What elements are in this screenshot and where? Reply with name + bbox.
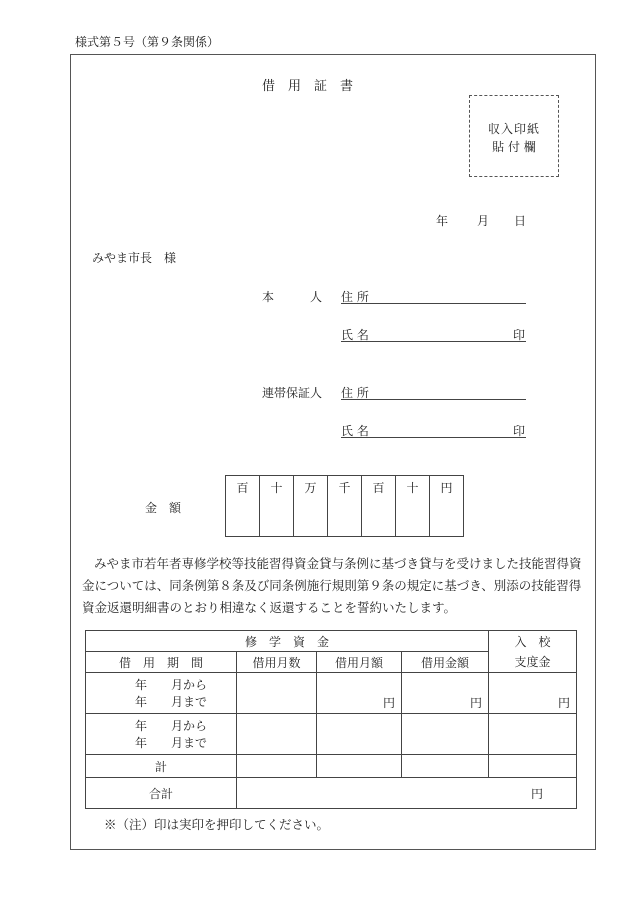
amount-unit-ten-thousand[interactable]: 万 xyxy=(294,476,328,537)
amount-unit-ten[interactable]: 十 xyxy=(396,476,430,537)
subtotal-months[interactable] xyxy=(237,755,317,778)
period-from-1: 年 月から xyxy=(134,678,207,692)
period-cell-2[interactable] xyxy=(86,714,237,755)
principal-address-line xyxy=(341,303,526,304)
period-from-2: 年 月から xyxy=(134,719,207,733)
period-to-1: 年 月まで xyxy=(134,695,207,709)
col-header-monthly: 借用月額 xyxy=(317,652,402,673)
admission-cell-2[interactable] xyxy=(489,714,577,755)
months-cell-1[interactable] xyxy=(237,673,317,714)
amount-unit-hundred[interactable]: 百 xyxy=(362,476,396,537)
monthly-cell-1[interactable]: 円 xyxy=(317,673,402,714)
months-cell-2[interactable] xyxy=(237,714,317,755)
amount-unit-thousand[interactable]: 千 xyxy=(328,476,362,537)
admission-cell-1[interactable]: 円 xyxy=(489,673,577,714)
principal-name-line xyxy=(341,341,526,342)
guarantor-name-line xyxy=(341,437,526,438)
grand-total-label: 合計 xyxy=(86,778,237,809)
col-header-months: 借用月数 xyxy=(237,652,317,673)
loan-details-table xyxy=(85,630,577,809)
period-cell-1[interactable] xyxy=(86,673,237,714)
principal-seal-mark: 印 xyxy=(513,328,526,342)
document-title: 借 用 証 書 xyxy=(262,79,354,94)
date-day: 日 xyxy=(514,214,527,228)
amount-label: 金 額 xyxy=(145,501,182,515)
amount-unit-yen[interactable]: 円 xyxy=(430,476,464,537)
form-number: 様式第５号（第９条関係） xyxy=(75,35,220,49)
amount-unit-hundred-million[interactable]: 百 xyxy=(226,476,260,537)
amount-digit-boxes xyxy=(225,475,464,537)
admission-header-line2: 支度金 xyxy=(489,652,577,673)
grand-total-value[interactable]: 円 xyxy=(237,778,577,809)
guarantor-seal-mark: 印 xyxy=(513,424,526,438)
guarantor-label: 連帯保証人 xyxy=(262,386,323,400)
principal-address-label: 住 所 xyxy=(341,290,369,304)
seal-note: ※（注）印は実印を押印してください。 xyxy=(104,817,330,832)
principal-name-label: 氏 名 xyxy=(341,328,369,342)
revenue-stamp-box xyxy=(469,95,559,177)
guarantor-address-line xyxy=(341,399,526,400)
period-to-2: 年 月まで xyxy=(134,736,207,750)
pledge-paragraph xyxy=(82,553,592,619)
admission-header-line1: 入 校 xyxy=(489,631,577,652)
subtotal-total[interactable] xyxy=(402,755,489,778)
monthly-cell-2[interactable] xyxy=(317,714,402,755)
stamp-label-line2: 貼 付 欄 xyxy=(492,140,536,154)
date-month: 月 xyxy=(477,214,490,228)
subtotal-admission[interactable] xyxy=(489,755,577,778)
stamp-label-line1: 収入印紙 xyxy=(487,122,540,136)
col-header-period: 借 用 期 間 xyxy=(86,652,237,673)
total-cell-1[interactable]: 円 xyxy=(402,673,489,714)
guarantor-address-label: 住 所 xyxy=(341,386,369,400)
addressee: みやま市長 様 xyxy=(92,251,177,265)
total-cell-2[interactable] xyxy=(402,714,489,755)
col-header-total: 借用金額 xyxy=(402,652,489,673)
scholarship-group-header: 修 学 資 金 xyxy=(86,631,489,652)
principal-label: 本 人 xyxy=(262,290,323,304)
subtotal-label: 計 xyxy=(86,755,237,778)
amount-unit-ten-million[interactable]: 十 xyxy=(260,476,294,537)
date-year: 年 xyxy=(436,214,449,228)
subtotal-monthly[interactable] xyxy=(317,755,402,778)
guarantor-name-label: 氏 名 xyxy=(341,424,369,438)
pledge-text: みやま市若年者専修学校等技能習得資金貸与条例に基づき貸与を受けました技能習得資金については、同条例第８条及び同条例施行規則第９条の規定に基づき、別添の技能習得資金返還明細書のとおり相違なく返還することを誓約いたします。 xyxy=(82,556,582,615)
